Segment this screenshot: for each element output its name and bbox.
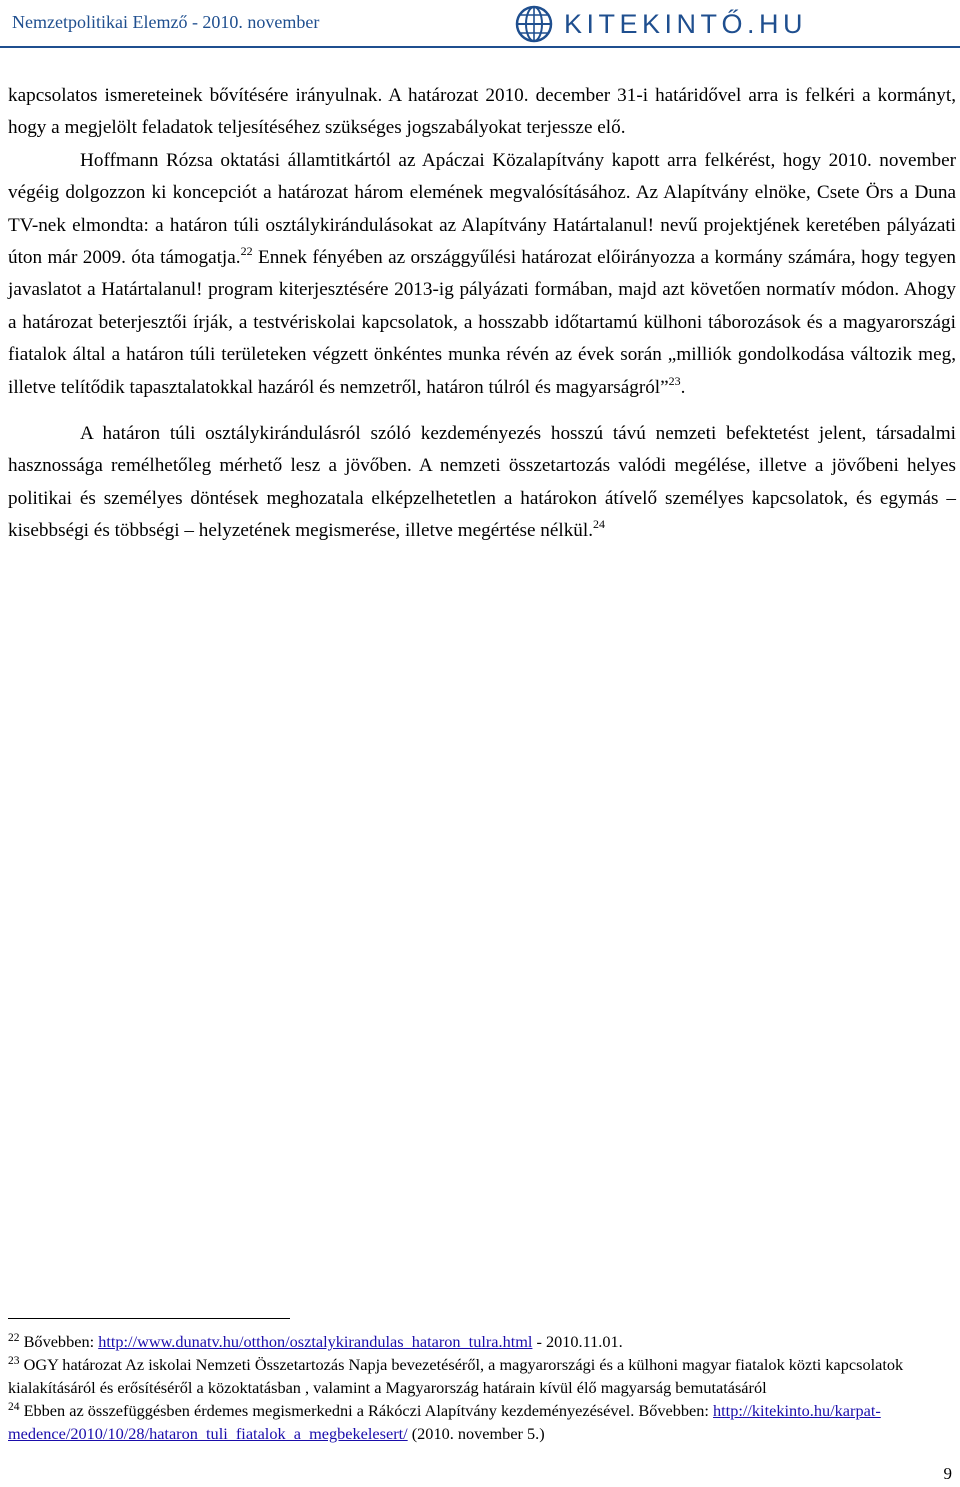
article-body [8,80,956,548]
footnote-ref-24[interactable]: 24 [593,517,606,532]
footnote-ref-23[interactable]: 23 [668,373,681,388]
footnote-22-link[interactable]: http://www.dunatv.hu/otthon/osztalykirandulas_hataron_tulra.html [98,1332,533,1351]
logo-text: KITEKINTŐ.HU [564,9,808,39]
footnote-24 [8,1399,956,1445]
footnote-24-link[interactable]: http://kitekinto.hu/karpat-medence/2010/10/28/hataron_tuli_fiatalok_a_megbekelesert/ [8,1401,881,1443]
paragraph-2-part-2: Ennek fényében az országgyűlési határozat előirányozza a kormány számára, hogy tegyen javaslatot a Határtalanul! program kiterjesztésére 2013-ig pályázati formában, majd azt követően normatív módon. Ahogy a határozat beterjesztői írják, a testvériskolai kapcsolatok, a hosszabb időtartamú külhoni táborozások és a magyarországi fiatalok által a határon túli területeken végzett önkéntes munka révén az évek során „milliók gondolkodása változik meg, illetve telítődik tapasztalatokkal hazáról és nemzetről, határon túlról és magyarságról” [8,247,956,398]
publication-title: Nemzetpolitikai Elemző - 2010. november [12,12,320,32]
footnote-separator [8,1318,290,1319]
footnote-23-text: OGY határozat Az iskolai Nemzeti Összetartozás Napja bevezetéséről, a magyarországi és a külhoni magyar fiatalok közti kapcsolatok kialakításáról és erősítéséről a közoktatásban , valamint a Magyarország határain kívül élő magyarság bemutatásáról [8,1355,904,1397]
paragraph-2-part-1: Hoffmann Rózsa oktatási államtitkártól az Apáczai Közalapítvány kapott arra felkérést, hogy 2010. november végéig dolgozzon ki koncepciót a határozat három elemének megvalósításához. Az Alapítvány elnöke, Csete Örs a Duna TV-nek elmondta: a határon túli osztálykirándulásokat az Alapítvány Határtalanul! nevű projektjének keretében pályázati úton már 2009. óta támogatja. [8,149,956,269]
page-number: 9 [943,1464,952,1483]
paragraph-3 [8,418,956,548]
header-divider [0,46,960,48]
footnote-22-prefix: Bővebben: [19,1332,99,1351]
paragraph-3-text: A határon túli osztálykirándulásról szóló kezdeményezés hosszú távú nemzeti befektetést jelent, társadalmi hasznossága remélhetőleg mérhető lesz a jövőben. A nemzeti összetartozás valódi megélése, illetve a jövőbeni helyes politikai és személyes döntések meghozatala elképzelhetetlen a határokon átívelő személyes kapcsolatok, és egymás – kisebbségi és többségi – helyzetének megismerése, illetve megértése nélkül. [8,423,956,542]
page-header [0,0,960,50]
paragraph-1: kapcsolatos ismereteinek bővítésére irányulnak. A határozat 2010. december 31-i határidővel arra is felkéri a kormányt, hogy a megjelölt feladatok teljesítéséhez szükséges jogszabályokat terjessze elő. [8,85,956,139]
footnotes [8,1330,956,1445]
footnote-22-number: 22 [8,1332,20,1344]
footnote-23-number: 23 [8,1355,20,1367]
footnote-24-text: Ebben az összefüggésben érdemes megismerkedni a Rákóczi Alapítvány kezdeményezésével. Bővebben: [19,1401,714,1420]
paragraph-2 [8,145,956,404]
footnote-22-suffix: - 2010.11.01. [532,1332,623,1351]
footnote-23 [8,1353,956,1399]
paragraph-2-part-3: . [680,376,686,398]
footnote-ref-22[interactable]: 22 [240,244,253,259]
footnote-24-number: 24 [8,1401,20,1413]
footnote-22 [8,1330,956,1353]
globe-icon [514,4,554,44]
footnote-24-suffix: (2010. november 5.) [407,1424,545,1443]
